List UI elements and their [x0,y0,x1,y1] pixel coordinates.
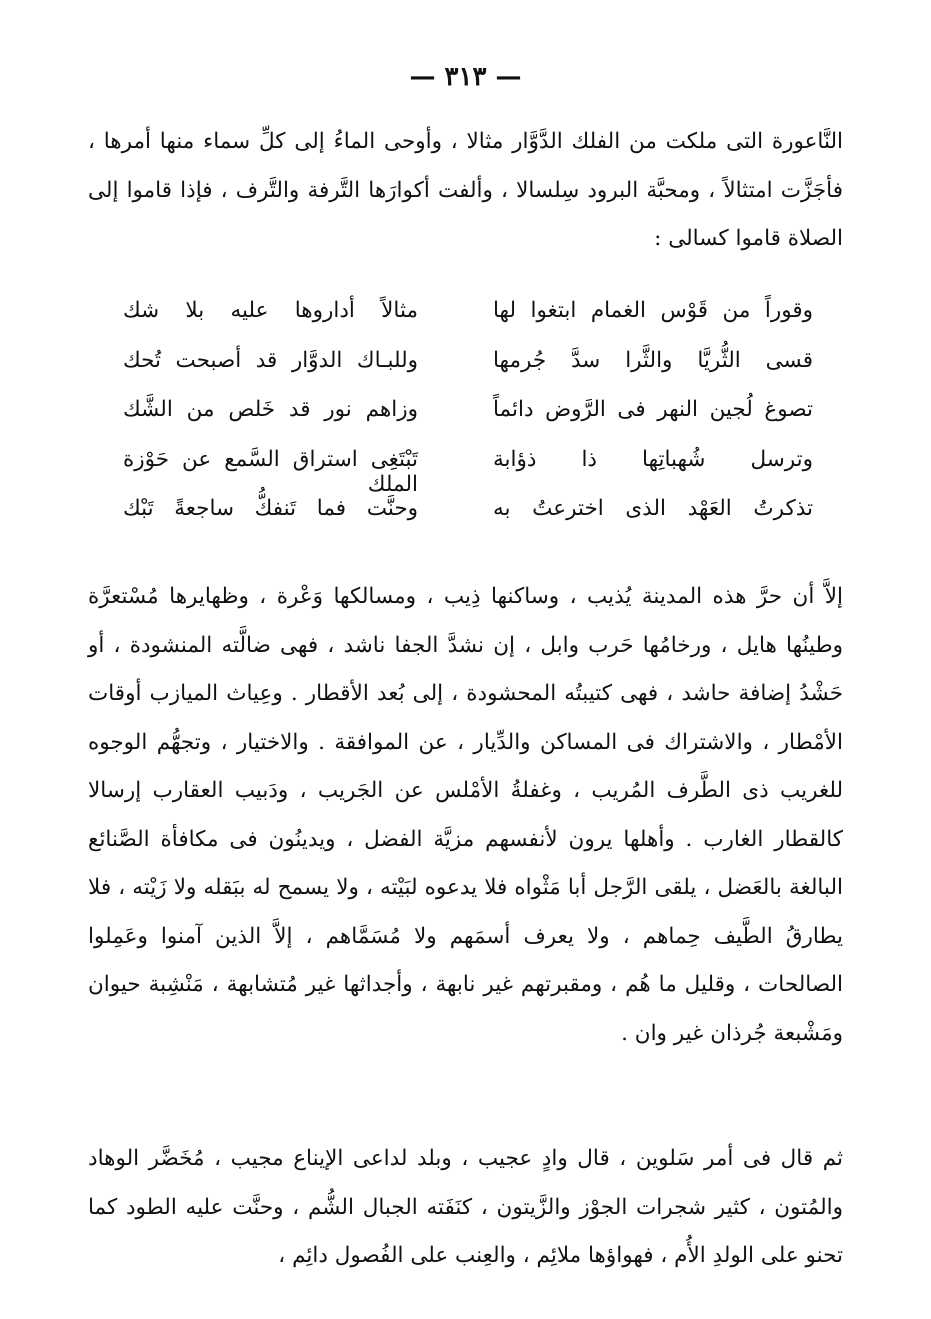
poem-second-hemistich: مثالاً أداروها عليه بلا شك [123,298,418,323]
intro-paragraph [88,118,843,264]
poem-verse [123,447,813,497]
body-text: إلاَّ أن حرَّ هذه المدينة يُذيب ، وساكنها ذِيب ، ومسالكها وَعْرة ، وظهايرها مُسْتعرَّة وطينُها هايل ، ورخامُها حَرب وابل ، إن نشدَّ الجفا ناشد ، فهى ضالَّته المنشودة ، أو حَشْدُ إضافة حاشد ، فهى كتيبتُه المحشودة ، إلى بُعد الأقطار . وعِياث الميازب أوقات الأمْطار ، والاشتراك فى المساكن والدِّيار ، عن الموافقة . والاختيار ، وتجهُّم الوجوه للغريب ذى الطَّرف المُريب ، وغفلةُ الأمْلس عن الجَريب ، ودَبيب العقارب إرسالا كالقطار الغارب . وأهلها يرون لأنفسهم مزيَّة الفضل ، ويدينُون فى مكافأة الصَّنائع البالغة بالعَضل ، يلقى الرَّجل أبا مَثْواه فلا يدعوه لبَيْته ، ولا يسمح له ببَقله ولا زَيْته ، فلا يطارقُ الطَّيف حِماهم ، ولا يعرف أسمَهم ولا مُسَمَّاهم ، إلاَّ الذين آمنوا وعَمِلوا الصالحات ، وقليل ما هُم ، ومقبرتهم غير نابهة ، وأجداثها غير مُتشابهة ، مَنْشِبة حيوان ومَشْبعة جُرذان غير وان . [88,584,843,1046]
poem-verse [123,298,813,348]
page-number: — ٣١٣ — [409,62,522,92]
poem-first-hemistich: قسى الثُّريَّا والثَّرا سدَّ جُرمها [493,347,813,373]
poem-second-hemistich: وللبـاك الدوَّار قد أصبحت تُحك [123,347,418,373]
poem-second-hemistich: وحنَّت فما تَنفكُّ ساجعةً تَبْك [123,496,418,521]
poem-second-hemistich: وزاهم نور قد خَلص من الشَّك [123,397,418,422]
poem-second-hemistich: تَبْتَغِى استراق السَّمع عن حَوْزة الملك [123,446,418,497]
intro-text: النَّاعورة التى ملكت من الفلك الدَّوَّار مثالا ، وأوحى الماءُ إلى كلِّ سماء منها أمرها ، فأجَزَّت امتثالاً ، ومحبَّة البرود سِلسالا ، وألفت أكوارَها التَّرفة والتَّرف ، فإذا قاموا إلى الصلاة قاموا كسالى : [88,129,843,251]
poem-first-hemistich: تصوغ لُجين النهر فى الرَّوض دائماً [493,397,813,422]
poem-verse [123,496,813,546]
poem-verse [123,348,813,398]
closing-paragraph [88,1135,843,1281]
poem-verse [123,397,813,447]
closing-text: ثم قال فى أمر سَلوين ، قال وادٍ عجيب ، وبلد لداعى الإيناع مجيب ، مُخَضَّر الوهاد والمُتون ، كثير شجرات الجوْز والزَّيتون ، كنَفَته الجبال الشُّم ، وحنَّت عليه الطود كما تحنو على الولدِ الأُم ، فهواؤها ملائِم ، والعِنب على الفُصول دائِم ، [88,1146,843,1268]
poem-first-hemistich: وترسل شُهباتِها ذا ذؤابة [493,446,813,472]
poem-first-hemistich: وقوراً من قَوْس الغمام ابتغوا لها [493,298,813,323]
poem [123,298,813,546]
body-paragraph [88,573,843,1058]
poem-first-hemistich: تذكرتُ العَهْد الذى اخترعتُ به [493,496,813,521]
